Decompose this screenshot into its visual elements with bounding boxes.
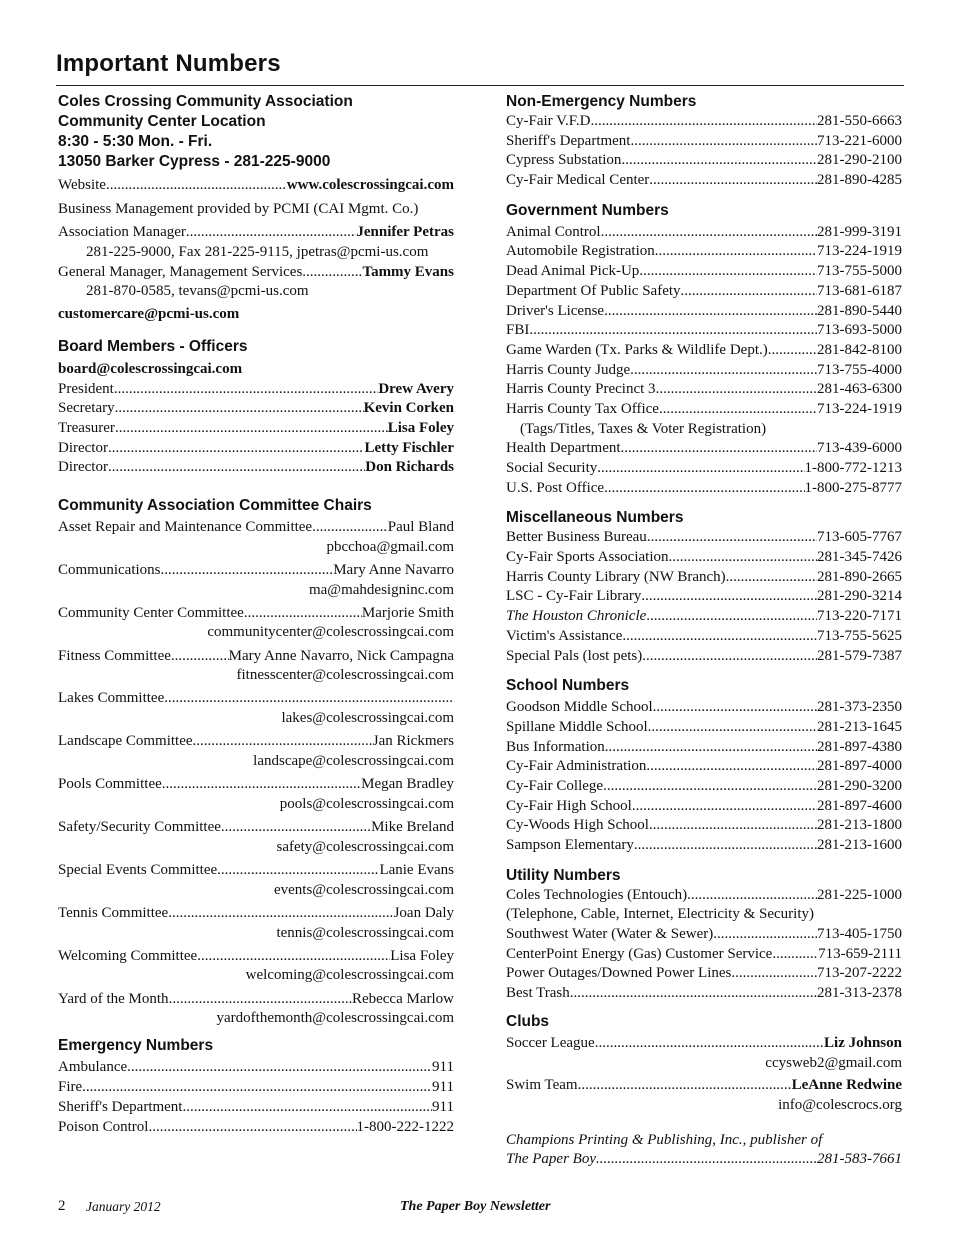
board-member-row-label: Director <box>58 439 108 456</box>
government-row-value: 713-224-1919 <box>817 400 902 417</box>
committee-row-label: Safety/Security Committee <box>58 819 221 836</box>
school-row-label: Spillane Middle School <box>506 718 648 735</box>
committee-row-label: Yard of the Month <box>58 990 169 1007</box>
school-section <box>506 676 902 856</box>
committee-email[interactable]: lakes@colescrossingcai.com <box>281 710 454 727</box>
committee-row-label: Community Center Committee <box>58 604 244 621</box>
committee-item <box>58 518 454 557</box>
board-section <box>58 337 454 478</box>
school-row-label: Sampson Elementary <box>506 837 634 853</box>
emergency-row-value: 911 <box>432 1079 454 1096</box>
school-row-value: 281-213-1600 <box>817 837 902 853</box>
government-row-label: Driver's License <box>506 302 605 319</box>
committee-item <box>58 947 454 986</box>
general-manager-label: General Manager, Management Services <box>58 263 303 280</box>
committee-row-label: Special Events Committee <box>58 861 218 878</box>
committee-row <box>58 604 454 624</box>
committee-email[interactable]: communitycenter@colescrossingcai.com <box>207 624 454 641</box>
school-row <box>506 698 902 718</box>
emergency-row-label: Ambulance <box>58 1059 128 1076</box>
misc-heading: Miscellaneous Numbers <box>506 509 684 527</box>
board-member-row-value: Don Richards <box>365 459 454 476</box>
committee-row <box>58 990 454 1010</box>
misc-row <box>506 587 902 607</box>
issue-date: January 2012 <box>86 1199 161 1214</box>
school-row-label: Goodson Middle School <box>506 699 653 716</box>
emergency-row-value: 911 <box>432 1098 454 1115</box>
emergency-row-value: 911 <box>432 1059 454 1076</box>
clubs-section <box>506 1012 902 1116</box>
non-emergency-heading: Non-Emergency Numbers <box>506 93 697 110</box>
emergency-row <box>58 1078 454 1098</box>
club-item <box>506 1076 902 1115</box>
association-name: Coles Crossing Community Association <box>58 93 353 110</box>
committee-row-value: Megan Bradley <box>361 776 454 793</box>
school-row-value: 281-290-3200 <box>817 777 902 794</box>
general-manager-row <box>58 263 454 283</box>
misc-row-label: Harris County Library (NW Branch) <box>506 568 726 585</box>
emergency-row-label: Fire <box>58 1079 83 1096</box>
committee-row-value: Lanie Evans <box>379 861 454 878</box>
utility-row <box>506 945 902 965</box>
misc-row <box>506 607 902 627</box>
emergency-row <box>58 1118 454 1138</box>
utility-row-label: CenterPoint Energy (Gas) Customer Service <box>506 945 773 962</box>
utility-heading: Utility Numbers <box>506 866 621 884</box>
government-row-value: 713-755-5000 <box>817 263 902 280</box>
committee-row <box>58 689 454 709</box>
board-member-row <box>58 380 454 400</box>
school-row-value: 281-213-1800 <box>817 817 902 834</box>
utility-row-value: 713-659-2111 <box>818 945 902 962</box>
school-row <box>506 777 902 797</box>
government-row <box>506 302 902 322</box>
misc-row-value: 281-345-7426 <box>817 549 902 566</box>
school-row <box>506 738 902 758</box>
committee-row-label: Pools Committee <box>58 776 162 793</box>
community-center-location: Community Center Location <box>58 113 266 130</box>
non-emergency-row <box>506 112 902 132</box>
committee-row <box>58 861 454 881</box>
board-member-row-label: Treasurer <box>58 419 115 436</box>
government-row-value: 281-890-5440 <box>817 302 902 319</box>
government-row-label: Social Security <box>506 460 598 476</box>
committee-row-label: Asset Repair and Maintenance Committee <box>58 518 313 535</box>
association-block <box>58 92 454 325</box>
emergency-row-value: 1-800-222-1222 <box>356 1118 454 1135</box>
publisher-row <box>506 1150 902 1170</box>
misc-section <box>506 508 902 666</box>
board-member-row <box>58 458 454 478</box>
government-row-label: Dead Animal Pick-Up <box>506 263 640 280</box>
committee-row-value: Marjorie Smith <box>361 604 454 621</box>
page-title: Important Numbers <box>56 50 281 77</box>
utility-row-label: Best Trash <box>506 985 570 1002</box>
emergency-heading: Emergency Numbers <box>58 1037 214 1055</box>
committee-row-value: Lisa Foley <box>390 947 454 964</box>
school-row <box>506 797 902 817</box>
committee-item <box>58 689 454 728</box>
non-emergency-row-label: Sheriff's Department <box>506 132 631 149</box>
misc-row-value: 713-220-7171 <box>817 608 902 625</box>
utility-row-label: Power Outages/Downed Power Lines <box>506 965 732 982</box>
emergency-row-label: Sheriff's Department <box>58 1098 183 1115</box>
board-email[interactable]: board@colescrossingcai.com <box>58 360 243 377</box>
misc-row-value: 713-605-7767 <box>817 529 902 546</box>
misc-row-value: 281-290-3214 <box>817 588 902 605</box>
board-member-row-value: Kevin Corken <box>363 400 454 417</box>
school-row-value: 281-897-4380 <box>817 738 902 755</box>
board-member-row-label: President <box>58 380 114 397</box>
government-row-value: 281-999-3191 <box>817 223 902 240</box>
emergency-row-label: Poison Control <box>58 1118 149 1135</box>
non-emergency-row-value: 281-290-2100 <box>817 152 902 169</box>
committee-email[interactable]: events@colescrossingcai.com <box>273 881 454 898</box>
utility-section <box>506 866 902 1004</box>
school-row <box>506 836 902 856</box>
committee-row-label: Communications <box>58 561 161 578</box>
utility-row-value: 713-405-1750 <box>817 926 902 943</box>
school-row-label: Cy-Woods High School <box>506 817 649 834</box>
school-row <box>506 816 902 836</box>
misc-row-label: Better Business Bureau <box>506 529 647 546</box>
utility-row <box>506 925 902 945</box>
newsletter-name: The Paper Boy Newsletter <box>400 1199 551 1214</box>
school-row-label: Cy-Fair High School <box>506 797 632 814</box>
title-divider <box>56 85 904 86</box>
committee-item <box>58 561 454 600</box>
board-member-row-label: Secretary <box>58 400 115 417</box>
tax-office-note: (Tags/Titles, Taxes & Voter Registration) <box>520 420 767 437</box>
school-row-value: 281-897-4600 <box>817 797 902 814</box>
utility-coles-note: (Telephone, Cable, Internet, Electricity & Security) <box>506 906 814 923</box>
government-row-label: Department Of Public Safety <box>506 282 681 299</box>
club-row <box>506 1076 902 1096</box>
government-row-value: 713-224-1919 <box>817 243 902 260</box>
committee-item <box>58 604 454 643</box>
non-emergency-row-label: Cy-Fair Medical Center <box>506 172 650 189</box>
board-member-row-label: Director <box>58 459 108 476</box>
government-row-value: 281-842-8100 <box>817 341 902 358</box>
misc-row-value: 281-890-2665 <box>817 568 902 585</box>
website-row <box>58 176 454 196</box>
government-row <box>506 439 902 459</box>
committee-row <box>58 647 454 667</box>
school-row-value: 281-897-4000 <box>817 758 902 775</box>
website-link[interactable]: www.colescrossingcai.com <box>286 177 454 193</box>
committee-item <box>58 647 454 686</box>
government-row <box>506 479 902 499</box>
committee-row-value: Paul Bland <box>387 518 454 535</box>
club-email[interactable]: ccysweb2@gmail.com <box>765 1054 902 1071</box>
board-member-row <box>58 439 454 459</box>
utility-row-value: 713-207-2222 <box>817 965 902 982</box>
misc-row-value: 281-579-7387 <box>817 647 902 664</box>
misc-row <box>506 528 902 548</box>
government-row <box>506 361 902 381</box>
school-row-value: 281-373-2350 <box>817 699 902 716</box>
association-manager-label: Association Manager <box>58 224 186 241</box>
emergency-section <box>58 1036 454 1137</box>
school-row-label: Cy-Fair Administration <box>506 758 647 775</box>
government-row <box>506 223 902 243</box>
office-hours: 8:30 - 5:30 Mon. - Fri. <box>58 133 213 150</box>
non-emergency-row <box>506 151 902 171</box>
committee-row-label: Fitness Committee <box>58 647 171 664</box>
page-number: 2 <box>58 1198 66 1214</box>
non-emergency-row-value: 281-550-6663 <box>817 113 902 129</box>
misc-row-label: Cy-Fair Sports Association <box>506 549 669 566</box>
committee-row-value: Jan Rickmers <box>372 733 454 750</box>
non-emergency-row <box>506 171 902 191</box>
school-row <box>506 718 902 738</box>
committee-email[interactable]: ma@mahdesigninc.com <box>308 581 454 598</box>
publisher-phone: 281-583-7661 <box>817 1151 902 1168</box>
committee-email[interactable]: tennis@colescrossingcai.com <box>276 924 454 941</box>
government-row-value: 281-463-6300 <box>817 381 902 398</box>
committee-email[interactable]: yardofthemonth@colescrossingcai.com <box>216 1010 454 1027</box>
government-row-label: Harris County Judge <box>506 361 631 378</box>
board-member-row-value: Lisa Foley <box>387 419 454 436</box>
government-row <box>506 242 902 262</box>
committee-row-label: Welcoming Committee <box>58 947 198 964</box>
association-manager-name: Jennifer Petras <box>356 224 454 241</box>
business-management: Business Management provided by PCMI (CAI Mgmt. Co.) <box>58 200 419 217</box>
utility-row-label: Southwest Water (Water & Sewer) <box>506 926 714 943</box>
board-heading: Board Members - Officers <box>58 337 248 355</box>
general-manager-name: Tammy Evans <box>362 263 454 280</box>
address-phone: 13050 Barker Cypress - 281-225-9000 <box>58 153 331 170</box>
committee-heading: Community Association Committee Chairs <box>58 496 372 514</box>
utility-row-value: 281-313-2378 <box>817 985 902 1002</box>
misc-row-label: Special Pals (lost pets) <box>506 647 643 664</box>
committee-email[interactable]: welcoming@colescrossingcai.com <box>245 967 454 984</box>
committee-item <box>58 732 454 771</box>
emergency-row <box>58 1098 454 1118</box>
non-emergency-row-label: Cypress Substation <box>506 152 622 169</box>
government-row <box>506 321 902 341</box>
board-member-row-value: Drew Avery <box>378 380 454 397</box>
misc-row-label: The Houston Chronicle <box>506 608 647 625</box>
committee-section <box>58 496 454 1029</box>
government-heading: Government Numbers <box>506 201 669 219</box>
government-row <box>506 459 902 479</box>
school-heading: School Numbers <box>506 677 630 695</box>
non-emergency-row-label: Cy-Fair V.F.D. <box>506 113 595 129</box>
committee-row <box>58 818 454 838</box>
government-row-value: 1-800-772-1213 <box>804 460 902 476</box>
government-row <box>506 380 902 400</box>
government-row-value: 713-439-6000 <box>817 440 902 457</box>
misc-row-label: Victim's Assistance <box>506 627 623 644</box>
club-row-label: Swim Team <box>506 1077 578 1094</box>
customercare-email[interactable]: customercare@pcmi-us.com <box>58 306 240 323</box>
club-item <box>506 1034 902 1073</box>
publisher-line: Champions Printing & Publishing, Inc., publisher of <box>506 1131 823 1148</box>
committee-email[interactable]: safety@colescrossingcai.com <box>276 838 454 855</box>
government-row-value: 713-755-4000 <box>817 361 902 378</box>
government-row-value: 1-800-275-8777 <box>804 479 902 496</box>
government-row <box>506 282 902 302</box>
committee-item <box>58 818 454 857</box>
committee-item <box>58 775 454 814</box>
committee-item <box>58 861 454 900</box>
committee-row-value: Mary Anne Navarro <box>333 561 454 578</box>
committee-item <box>58 990 454 1029</box>
committee-row-value: Mary Anne Navarro, Nick Campagna <box>228 647 454 664</box>
school-row <box>506 757 902 777</box>
government-row <box>506 341 902 361</box>
government-row-label: Automobile Registration <box>506 243 655 260</box>
committee-row <box>58 904 454 924</box>
non-emergency-row <box>506 132 902 152</box>
club-row <box>506 1034 902 1054</box>
club-email[interactable]: info@colescrocs.org <box>778 1096 902 1113</box>
school-row-label: Bus Information <box>506 738 605 755</box>
government-row <box>506 262 902 282</box>
publisher-block <box>506 1131 902 1170</box>
government-row-value: 713-681-6187 <box>817 282 902 299</box>
clubs-heading: Clubs <box>506 1012 550 1030</box>
board-member-row-value: Letty Fischler <box>364 439 454 456</box>
government-row-label: Health Department <box>506 440 621 457</box>
committee-row-value: Joan Daly <box>393 904 454 921</box>
committee-email[interactable]: pools@colescrossingcai.com <box>279 795 454 812</box>
committee-row <box>58 732 454 752</box>
committee-email[interactable]: landscape@colescrossingcai.com <box>253 753 454 769</box>
club-row-label: Soccer League <box>506 1034 595 1051</box>
misc-row <box>506 627 902 647</box>
committee-row <box>58 518 454 538</box>
committee-row-value: Rebecca Marlow <box>351 990 454 1007</box>
government-row-label: Harris County Tax Office <box>506 400 659 417</box>
left-column <box>58 92 454 1137</box>
association-manager-contact: 281-225-9000, Fax 281-225-9115, jpetras@pcmi-us.com <box>86 244 429 261</box>
committee-email[interactable]: pbcchoa@gmail.com <box>326 538 454 555</box>
club-row-value: Liz Johnson <box>824 1034 902 1051</box>
misc-row <box>506 647 902 667</box>
committee-row <box>58 561 454 581</box>
committee-row-label: Tennis Committee <box>58 904 169 921</box>
emergency-row <box>58 1058 454 1078</box>
utility-coles-value: 281-225-1000 <box>817 886 902 903</box>
government-section <box>506 201 902 499</box>
government-row-label: Harris County Precinct 3 <box>506 381 656 398</box>
number-row <box>506 886 902 906</box>
committee-row-label: Landscape Committee <box>58 733 193 750</box>
club-row-value: LeAnne Redwine <box>791 1077 902 1094</box>
board-member-row <box>58 399 454 419</box>
website-label: Website <box>58 177 106 193</box>
publisher-label: The Paper Boy <box>506 1151 596 1168</box>
utility-coles-label: Coles Technologies (Entouch) <box>506 886 688 903</box>
general-manager-contact: 281-870-0585, tevans@pcmi-us.com <box>86 283 309 300</box>
committee-row <box>58 775 454 795</box>
committee-row-label: Lakes Committee <box>58 690 165 707</box>
government-row-label: FBI <box>506 322 530 339</box>
board-member-row <box>58 419 454 439</box>
right-column <box>506 92 902 1170</box>
committee-item <box>58 904 454 943</box>
government-row <box>506 400 902 420</box>
utility-row <box>506 964 902 984</box>
government-row-value: 713-693-5000 <box>817 322 902 339</box>
association-manager-row <box>58 223 454 243</box>
non-emergency-row-value: 713-221-6000 <box>817 132 902 149</box>
misc-row <box>506 548 902 568</box>
misc-row <box>506 568 902 588</box>
committee-row <box>58 947 454 967</box>
committee-email[interactable]: fitnesscenter@colescrossingcai.com <box>236 667 454 684</box>
school-row-label: Cy-Fair College <box>506 777 604 794</box>
utility-row <box>506 984 902 1004</box>
school-row-value: 281-213-1645 <box>817 718 902 735</box>
misc-row-label: LSC - Cy-Fair Library <box>506 588 642 605</box>
government-row-label: U.S. Post Office <box>506 479 605 496</box>
non-emergency-section <box>506 92 902 191</box>
misc-row-value: 713-755-5625 <box>817 627 902 644</box>
non-emergency-row-value: 281-890-4285 <box>817 172 902 189</box>
government-row-label: Game Warden (Tx. Parks & Wildlife Dept.) <box>506 341 768 358</box>
committee-row-value: Mike Breland <box>371 819 454 836</box>
government-row-label: Animal Control <box>506 223 601 240</box>
